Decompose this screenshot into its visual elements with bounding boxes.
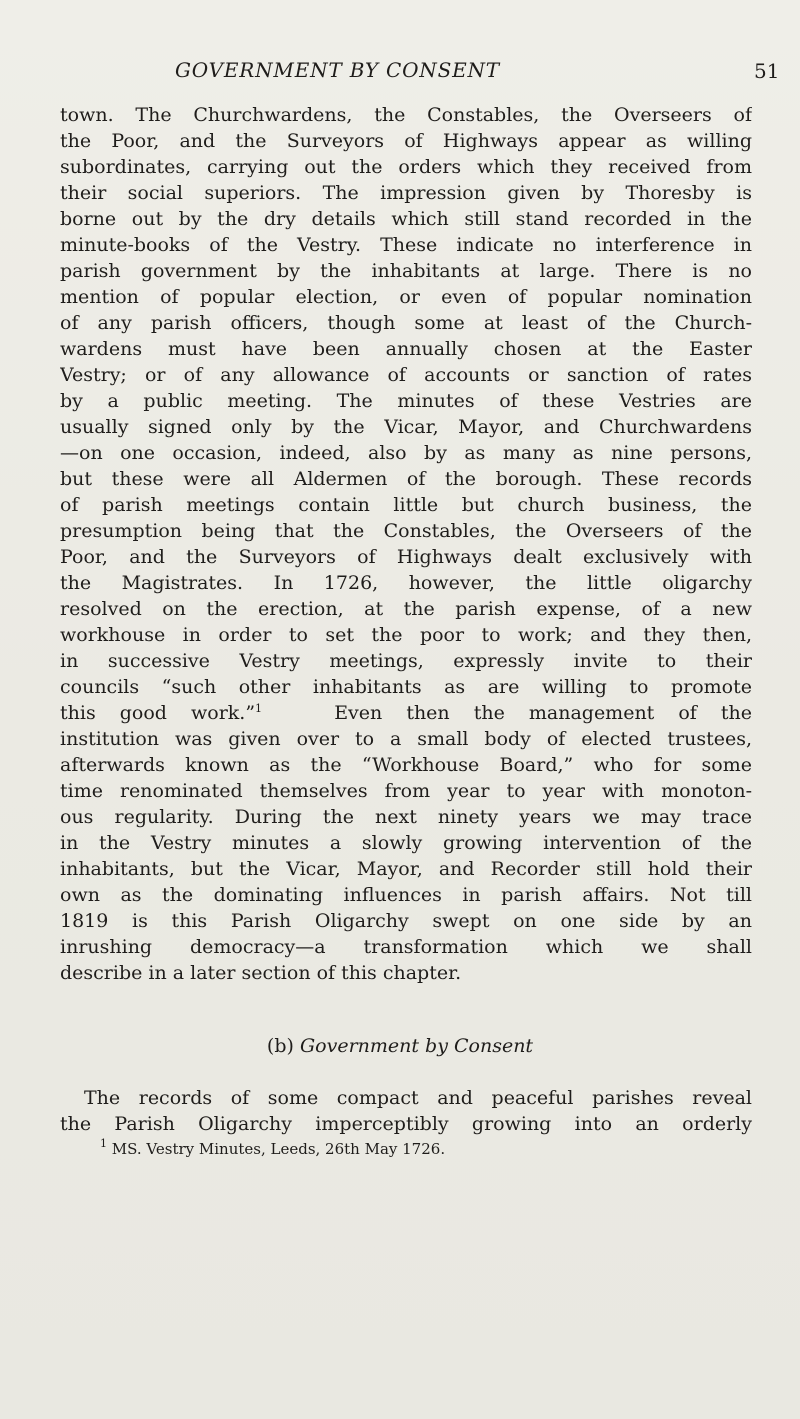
text-line: resolved on the erection, at the parish expense, of a new [60,598,752,620]
text-line: usually signed only by the Vicar, Mayor, and Churchwardens [60,416,752,438]
section-label: (b) [266,1035,294,1057]
text-line: workhouse in order to set the poor to work; and they then, [60,624,752,646]
text-line: institution was given over to a small body of elected trustees, [60,728,752,750]
section-subheading [0,1033,800,1059]
text-line: in successive Vestry meetings, expressly invite to their [60,650,752,672]
text-line: borne out by the dry details which still stand recorded in the [60,208,752,230]
text-line: inrushing democracy—a transformation which we shall [60,936,752,958]
text-line: ous regularity. During the next ninety years we may trace [60,806,752,828]
text-line: councils “such other inhabitants as are willing to promote [60,676,752,698]
text-line: describe in a later section of this chapter. [60,962,462,984]
text-line: time renominated themselves from year to year with monoton- [60,780,752,802]
text-line: minute-books of the Vestry. These indicate no interference in [60,234,752,256]
section-title: Government by Consent [299,1035,534,1057]
text-line: the Magistrates. In 1726, however, the little oligarchy [60,572,752,594]
text-line: 1819 is this Parish Oligarchy swept on one side by an [60,910,752,932]
text-line: afterwards known as the “Workhouse Board,” who for some [60,754,752,776]
text-line: in the Vestry minutes a slowly growing intervention of the [60,832,752,854]
text-line: wardens must have been annually chosen at the Easter [60,338,752,360]
text-line: by a public meeting. The minutes of these Vestries are [60,390,752,412]
text-line: of any parish officers, though some at least of the Church- [60,312,752,334]
text-line: mention of popular election, or even of popular nomination [60,286,752,308]
text-line: of parish meetings contain little but church business, the [60,494,752,516]
text-line: presumption being that the Constables, the Overseers of the [60,520,752,542]
text-line: the Parish Oligarchy imperceptibly growing into an orderly [60,1113,752,1135]
footnote-marker: 1 [100,1137,107,1150]
footnote [100,1139,445,1159]
text-line: subordinates, carrying out the orders which they received from [60,156,752,178]
text-line: their social superiors. The impression given by Thoresby is [60,182,752,204]
text-line: own as the dominating influences in parish affairs. Not till [60,884,752,906]
text-line: Vestry; or of any allowance of accounts or sanction of rates [60,364,752,386]
footnote-text: MS. Vestry Minutes, Leeds, 26th May 1726. [111,1140,446,1158]
text-line: —on one occasion, indeed, also by as many as nine persons, [60,442,752,464]
text-line-with-footnote-ref [60,700,752,726]
text-line: but these were all Aldermen of the borough. These records [60,468,752,490]
footnote-reference: 1 [255,702,263,715]
text-line: The records of some compact and peaceful parishes reveal [84,1087,752,1109]
running-title: GOVERNMENT BY CONSENT [175,58,500,82]
text-line: town. The Churchwardens, the Constables, the Overseers of [60,104,752,126]
page-number: 51 [754,59,780,83]
text-line: inhabitants, but the Vicar, Mayor, and Recorder still hold their [60,858,752,880]
text-line: parish government by the inhabitants at large. There is no [60,260,752,282]
text-line: Poor, and the Surveyors of Highways dealt exclusively with [60,546,752,568]
text-line: the Poor, and the Surveyors of Highways appear as willing [60,130,752,152]
text-segment: Even then the management of the [334,702,752,724]
text-segment: this good work.” [60,702,256,724]
